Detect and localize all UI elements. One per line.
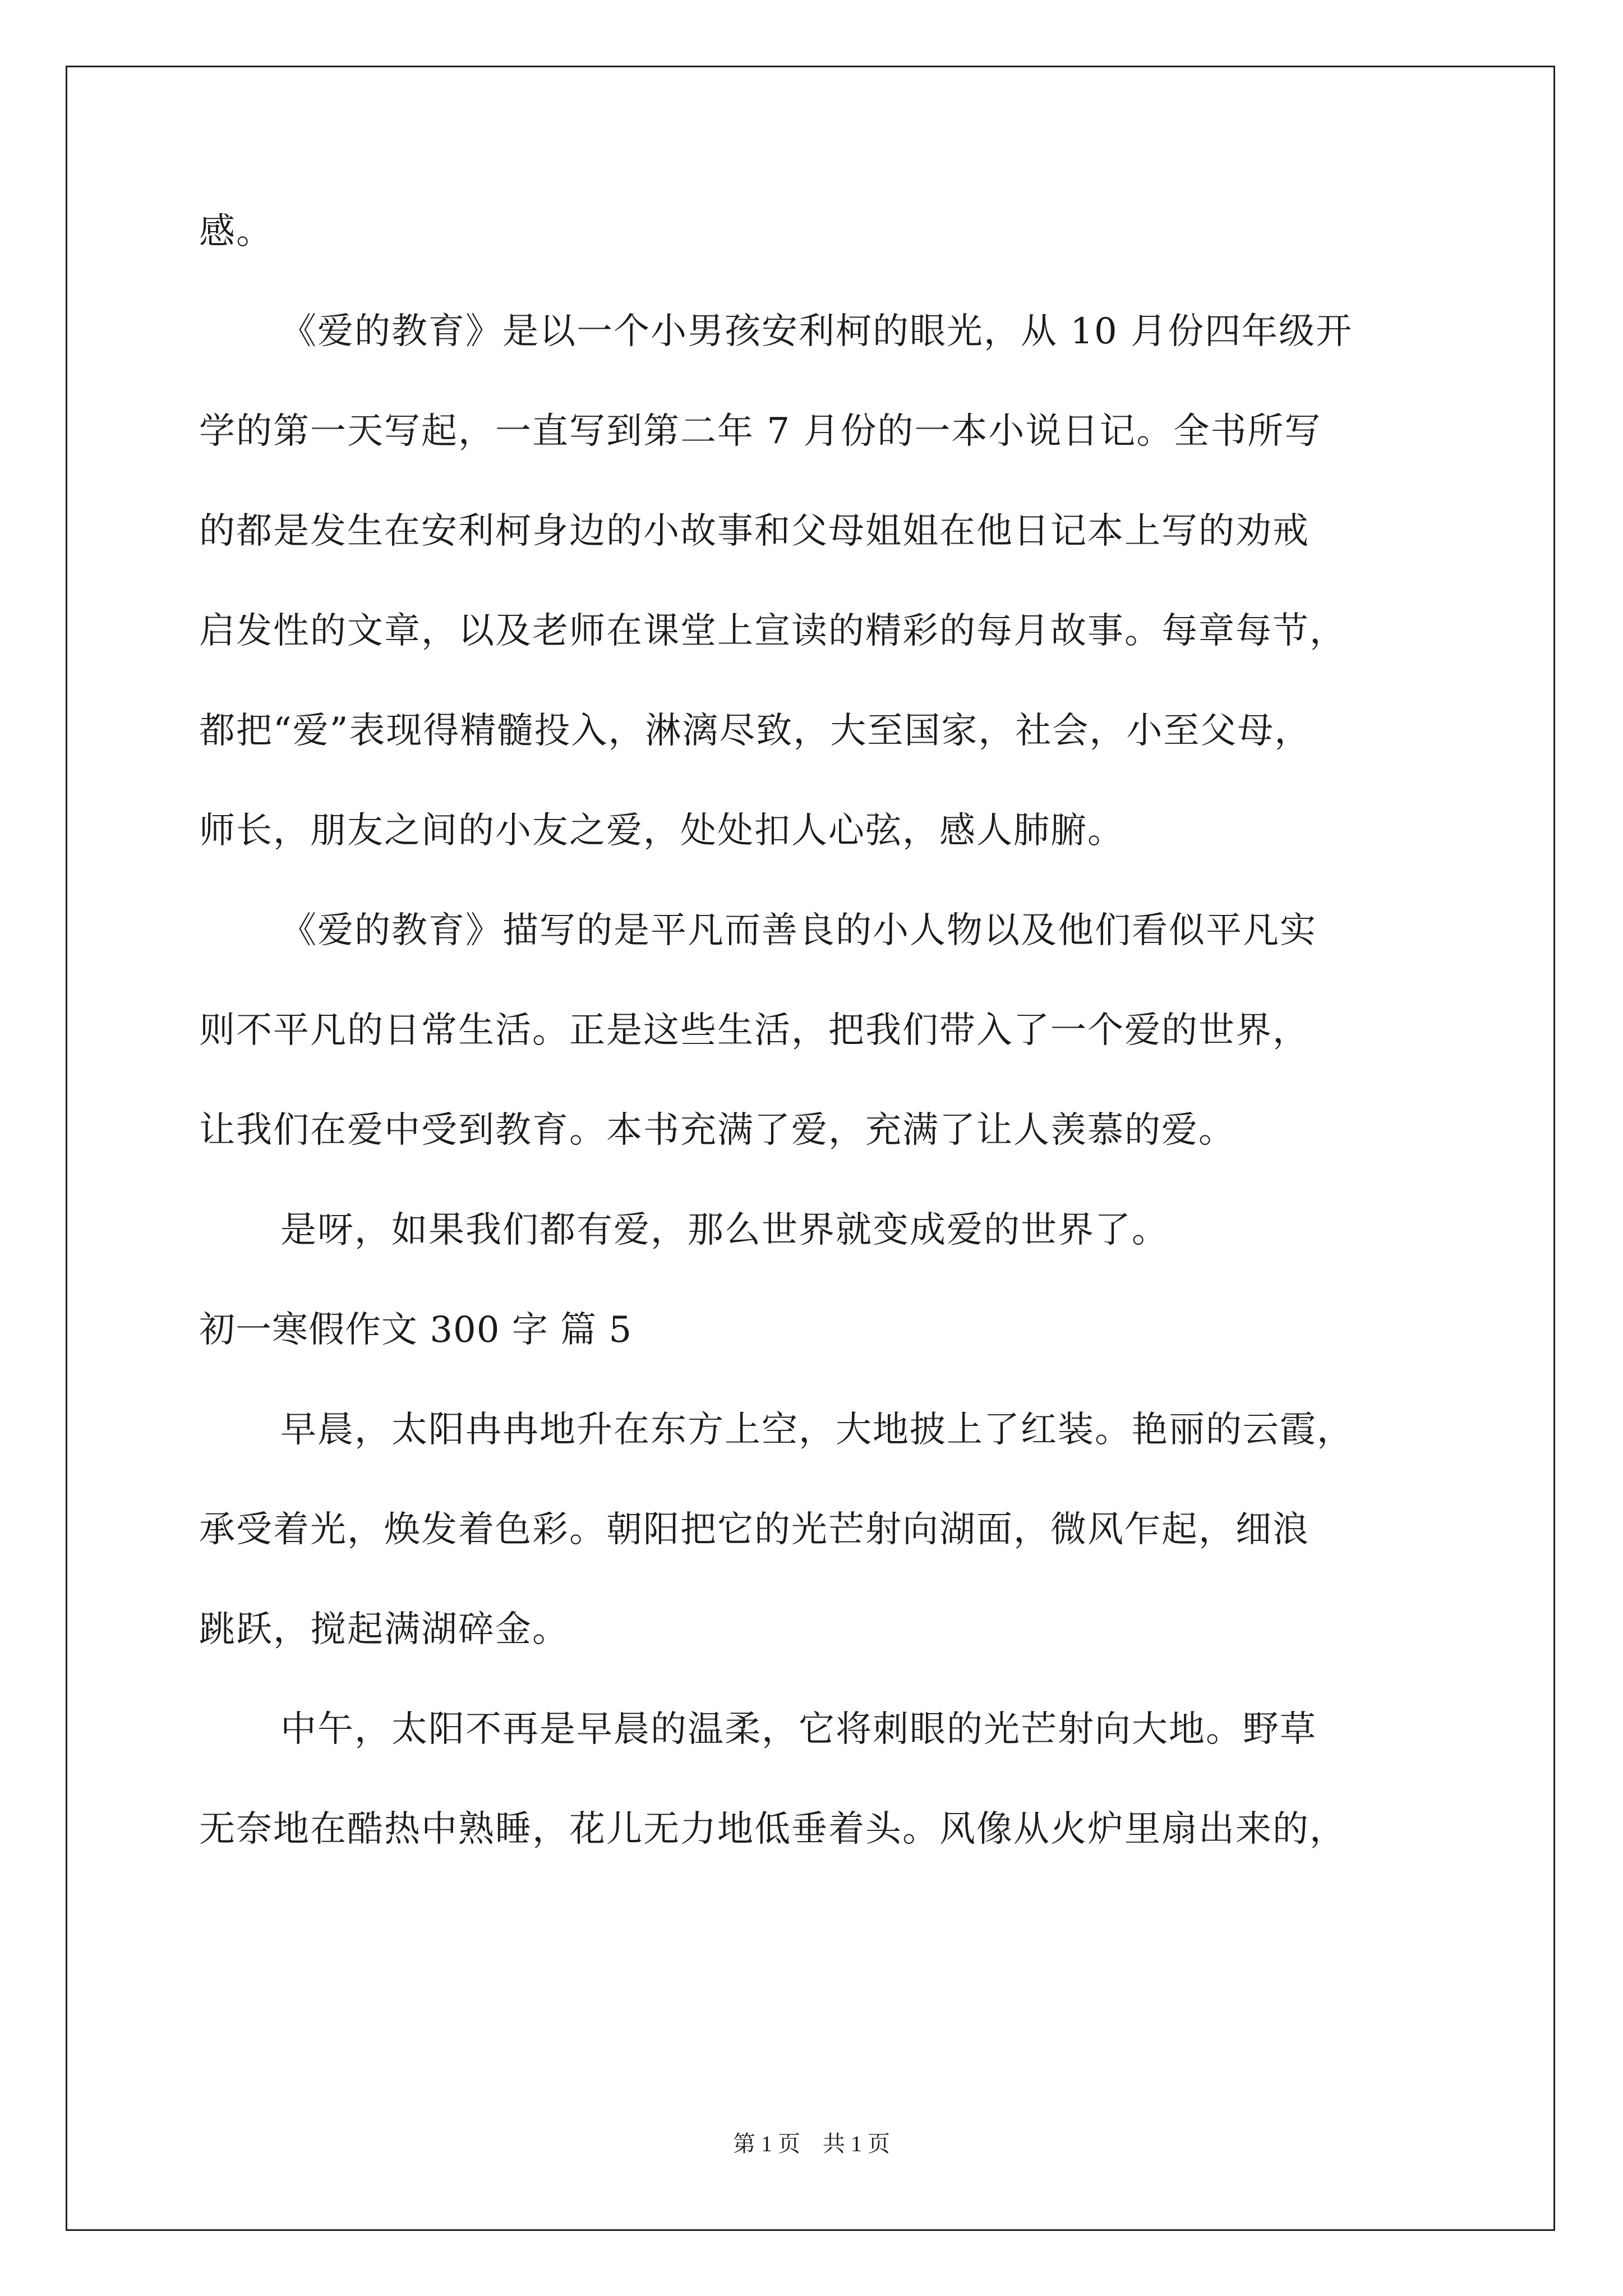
text-line: 启发性的文章，以及老师在课堂上宣读的精彩的每月故事。每章每节，: [199, 610, 1347, 652]
text-line: 感。: [199, 211, 273, 252]
section-heading: 初一寒假作文 300 字 篇 5: [199, 1309, 633, 1351]
text-line: 《爱的教育》描写的是平凡而善良的小人物以及他们看似平凡实: [280, 910, 1317, 951]
text-line: 中午，太阳不再是早晨的温柔，它将刺眼的光芒射向大地。野草: [280, 1709, 1317, 1750]
text-line: 跳跃，搅起满湖碎金。: [199, 1609, 569, 1650]
text-line: 师长，朋友之间的小友之爱，处处扣人心弦，感人肺腑。: [199, 810, 1124, 852]
text-line: 都把“爱”表现得精髓投入，淋漓尽致，大至国家，社会，小至父母，: [199, 710, 1312, 752]
text-line: 承受着光，焕发着色彩。朝阳把它的光芒射向湖面，微风乍起，细浪: [199, 1509, 1310, 1550]
text-line: 的都是发生在安利柯身边的小故事和父母姐姐在他日记本上写的劝戒: [199, 510, 1310, 552]
text-line: 学的第一天写起，一直写到第二年 7 月份的一本小说日记。全书所写: [199, 411, 1322, 452]
document-body: [199, 205, 1433, 1902]
text-line: 则不平凡的日常生活。正是这些生活，把我们带入了一个爱的世界，: [199, 1010, 1310, 1051]
text-line: 早晨，太阳冉冉地升在东方上空，大地披上了红装。艳丽的云霞，: [280, 1409, 1354, 1451]
text-line: 让我们在爱中受到教育。本书充满了爱，充满了让人羡慕的爱。: [199, 1110, 1235, 1151]
page-number: 第 1 页: [733, 2131, 800, 2156]
text-line: 《爱的教育》是以一个小男孩安利柯的眼光，从 10 月份四年级开: [280, 311, 1353, 352]
text-line: 是呀，如果我们都有爱，那么世界就变成爱的世界了。: [280, 1209, 1169, 1251]
page-footer: [0, 2126, 1623, 2158]
page-total: 共 1 页: [823, 2131, 890, 2156]
text-line: 无奈地在酷热中熟睡，花儿无力地低垂着头。风像从火炉里扇出来的，: [199, 1809, 1347, 1850]
